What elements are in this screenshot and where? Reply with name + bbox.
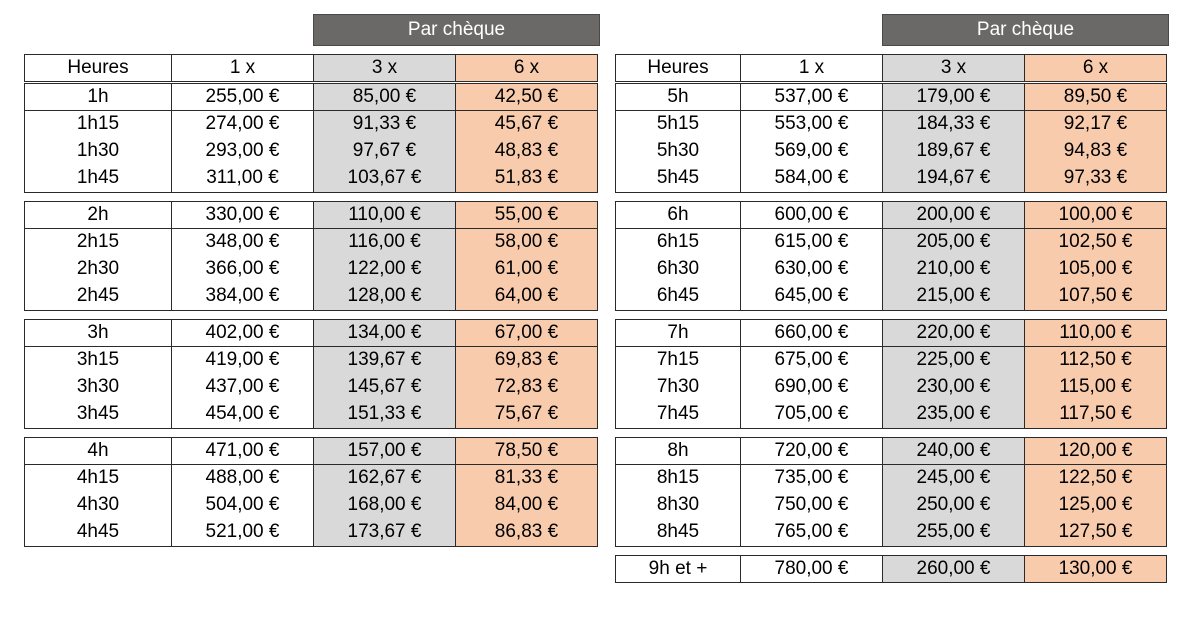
hours-cell: 8h45: [615, 519, 741, 547]
hours-cell: 7h30: [615, 374, 741, 402]
hours-cell: 7h: [615, 319, 741, 347]
hours-cell: 8h30: [615, 492, 741, 520]
price-3x-cell: 215,00 €: [882, 283, 1025, 311]
price-1x-cell: 705,00 €: [740, 401, 883, 429]
price-6x-cell: 97,33 €: [1024, 165, 1167, 193]
hours-cell: 4h30: [24, 492, 172, 520]
table-row: [615, 83, 1167, 111]
hours-cell: 6h15: [615, 229, 741, 257]
hours-cell: 3h45: [24, 401, 172, 429]
table-row: [24, 492, 598, 520]
price-1x-cell: 615,00 €: [740, 229, 883, 257]
price-1x-cell: 454,00 €: [171, 401, 314, 429]
table-row: [615, 283, 1167, 311]
hours-cell: 8h: [615, 437, 741, 465]
price-3x-cell: 110,00 €: [313, 201, 456, 229]
price-1x-cell: 780,00 €: [740, 555, 883, 583]
price-1x-cell: 419,00 €: [171, 347, 314, 375]
price-6x-cell: 86,83 €: [455, 519, 598, 547]
price-1x-cell: 537,00 €: [740, 83, 883, 111]
hours-cell: 1h30: [24, 138, 172, 166]
price-3x-cell: 116,00 €: [313, 229, 456, 257]
table-row: [24, 347, 598, 375]
hours-cell: 4h45: [24, 519, 172, 547]
price-3x-cell: 151,33 €: [313, 401, 456, 429]
hours-cell: 1h15: [24, 111, 172, 139]
table-row: [615, 165, 1167, 193]
price-1x-cell: 630,00 €: [740, 256, 883, 284]
table-row: [615, 111, 1167, 139]
table-row: [615, 138, 1167, 166]
price-3x-cell: 134,00 €: [313, 319, 456, 347]
price-6x-cell: 117,50 €: [1024, 401, 1167, 429]
price-3x-cell: 173,67 €: [313, 519, 456, 547]
table-row: [24, 138, 598, 166]
table-row: [24, 165, 598, 193]
price-3x-cell: 128,00 €: [313, 283, 456, 311]
table-row: [24, 519, 598, 547]
column-header-hours: Heures: [24, 54, 172, 82]
table-row: [24, 256, 598, 284]
price-6x-cell: 100,00 €: [1024, 201, 1167, 229]
price-6x-cell: 107,50 €: [1024, 283, 1167, 311]
price-3x-cell: 255,00 €: [882, 519, 1025, 547]
price-6x-cell: 130,00 €: [1024, 555, 1167, 583]
price-3x-cell: 240,00 €: [882, 437, 1025, 465]
table-row: [615, 201, 1167, 229]
column-header-3x: 3 x: [882, 54, 1025, 82]
hours-cell: 5h15: [615, 111, 741, 139]
price-1x-cell: 255,00 €: [171, 83, 314, 111]
price-1x-cell: 384,00 €: [171, 283, 314, 311]
hours-cell: 7h15: [615, 347, 741, 375]
column-header-hours: Heures: [615, 54, 741, 82]
column-header-6x: 6 x: [1024, 54, 1167, 82]
table-row: [24, 201, 598, 229]
column-header-6x: 6 x: [455, 54, 598, 82]
price-1x-cell: 311,00 €: [171, 165, 314, 193]
hours-cell: 3h30: [24, 374, 172, 402]
price-1x-cell: 293,00 €: [171, 138, 314, 166]
table-row: [615, 492, 1167, 520]
price-6x-cell: 67,00 €: [455, 319, 598, 347]
table-row: [24, 401, 598, 429]
price-6x-cell: 125,00 €: [1024, 492, 1167, 520]
hours-cell: 1h45: [24, 165, 172, 193]
price-1x-cell: 645,00 €: [740, 283, 883, 311]
hours-cell: 7h45: [615, 401, 741, 429]
hours-cell: 4h15: [24, 465, 172, 493]
price-1x-cell: 348,00 €: [171, 229, 314, 257]
price-3x-cell: 205,00 €: [882, 229, 1025, 257]
price-3x-cell: 220,00 €: [882, 319, 1025, 347]
hours-cell: 5h30: [615, 138, 741, 166]
table-row: [615, 465, 1167, 493]
hours-cell: 5h: [615, 83, 741, 111]
price-1x-cell: 488,00 €: [171, 465, 314, 493]
price-3x-cell: 145,67 €: [313, 374, 456, 402]
price-6x-cell: 72,83 €: [455, 374, 598, 402]
price-1x-cell: 330,00 €: [171, 201, 314, 229]
price-1x-cell: 660,00 €: [740, 319, 883, 347]
price-1x-cell: 471,00 €: [171, 437, 314, 465]
price-6x-cell: 110,00 €: [1024, 319, 1167, 347]
price-6x-cell: 102,50 €: [1024, 229, 1167, 257]
table-row: [615, 229, 1167, 257]
table-row: [615, 256, 1167, 284]
column-header-row: [24, 54, 598, 82]
column-header-1x: 1 x: [171, 54, 314, 82]
table-row: [24, 374, 598, 402]
price-6x-cell: 112,50 €: [1024, 347, 1167, 375]
hours-cell: 2h45: [24, 283, 172, 311]
table-row: [24, 437, 598, 465]
price-6x-cell: 81,33 €: [455, 465, 598, 493]
price-3x-cell: 235,00 €: [882, 401, 1025, 429]
price-6x-cell: 115,00 €: [1024, 374, 1167, 402]
hours-cell: 3h15: [24, 347, 172, 375]
price-6x-cell: 42,50 €: [455, 83, 598, 111]
price-3x-cell: 230,00 €: [882, 374, 1025, 402]
table-row: [615, 347, 1167, 375]
price-3x-cell: 245,00 €: [882, 465, 1025, 493]
table-row: [24, 83, 598, 111]
hours-cell: 6h30: [615, 256, 741, 284]
cheque-header: Par chèque: [313, 14, 600, 46]
table-row: [24, 283, 598, 311]
hours-cell: 8h15: [615, 465, 741, 493]
price-6x-cell: 84,00 €: [455, 492, 598, 520]
price-6x-cell: 51,83 €: [455, 165, 598, 193]
price-6x-cell: 55,00 €: [455, 201, 598, 229]
column-header-3x: 3 x: [313, 54, 456, 82]
price-1x-cell: 274,00 €: [171, 111, 314, 139]
price-3x-cell: 194,67 €: [882, 165, 1025, 193]
price-3x-cell: 139,67 €: [313, 347, 456, 375]
cheque-header: Par chèque: [882, 14, 1169, 46]
price-1x-cell: 750,00 €: [740, 492, 883, 520]
price-6x-cell: 127,50 €: [1024, 519, 1167, 547]
price-1x-cell: 402,00 €: [171, 319, 314, 347]
hours-cell: 2h30: [24, 256, 172, 284]
column-header-1x: 1 x: [740, 54, 883, 82]
price-1x-cell: 584,00 €: [740, 165, 883, 193]
table-row: [615, 319, 1167, 347]
price-6x-cell: 64,00 €: [455, 283, 598, 311]
price-6x-cell: 122,50 €: [1024, 465, 1167, 493]
price-3x-cell: 97,67 €: [313, 138, 456, 166]
price-1x-cell: 569,00 €: [740, 138, 883, 166]
price-6x-cell: 48,83 €: [455, 138, 598, 166]
price-1x-cell: 600,00 €: [740, 201, 883, 229]
price-3x-cell: 225,00 €: [882, 347, 1025, 375]
hours-cell: 6h45: [615, 283, 741, 311]
price-3x-cell: 179,00 €: [882, 83, 1025, 111]
price-1x-cell: 690,00 €: [740, 374, 883, 402]
price-1x-cell: 675,00 €: [740, 347, 883, 375]
table-row: [24, 229, 598, 257]
hours-cell: 2h15: [24, 229, 172, 257]
column-header-row: [615, 54, 1167, 82]
price-6x-cell: 58,00 €: [455, 229, 598, 257]
hours-cell: 1h: [24, 83, 172, 111]
table-row: [24, 319, 598, 347]
table-row: [615, 555, 1167, 583]
price-3x-cell: 103,67 €: [313, 165, 456, 193]
price-6x-cell: 94,83 €: [1024, 138, 1167, 166]
table-row: [24, 111, 598, 139]
price-3x-cell: 189,67 €: [882, 138, 1025, 166]
price-3x-cell: 91,33 €: [313, 111, 456, 139]
hours-cell: 4h: [24, 437, 172, 465]
price-1x-cell: 521,00 €: [171, 519, 314, 547]
hours-cell: 5h45: [615, 165, 741, 193]
price-1x-cell: 366,00 €: [171, 256, 314, 284]
price-1x-cell: 553,00 €: [740, 111, 883, 139]
price-6x-cell: 45,67 €: [455, 111, 598, 139]
price-3x-cell: 157,00 €: [313, 437, 456, 465]
price-1x-cell: 735,00 €: [740, 465, 883, 493]
price-3x-cell: 210,00 €: [882, 256, 1025, 284]
price-6x-cell: 78,50 €: [455, 437, 598, 465]
table-row: [24, 465, 598, 493]
price-1x-cell: 437,00 €: [171, 374, 314, 402]
price-3x-cell: 200,00 €: [882, 201, 1025, 229]
price-6x-cell: 92,17 €: [1024, 111, 1167, 139]
price-3x-cell: 260,00 €: [882, 555, 1025, 583]
price-3x-cell: 122,00 €: [313, 256, 456, 284]
hours-cell: 6h: [615, 201, 741, 229]
price-3x-cell: 162,67 €: [313, 465, 456, 493]
table-row: [615, 374, 1167, 402]
price-6x-cell: 89,50 €: [1024, 83, 1167, 111]
hours-cell: 3h: [24, 319, 172, 347]
price-6x-cell: 120,00 €: [1024, 437, 1167, 465]
table-row: [615, 401, 1167, 429]
price-3x-cell: 250,00 €: [882, 492, 1025, 520]
hours-cell: 9h et +: [615, 555, 741, 583]
price-1x-cell: 504,00 €: [171, 492, 314, 520]
price-1x-cell: 765,00 €: [740, 519, 883, 547]
table-row: [615, 519, 1167, 547]
price-6x-cell: 69,83 €: [455, 347, 598, 375]
price-1x-cell: 720,00 €: [740, 437, 883, 465]
price-3x-cell: 85,00 €: [313, 83, 456, 111]
table-row: [615, 437, 1167, 465]
price-3x-cell: 184,33 €: [882, 111, 1025, 139]
price-6x-cell: 105,00 €: [1024, 256, 1167, 284]
price-3x-cell: 168,00 €: [313, 492, 456, 520]
price-6x-cell: 75,67 €: [455, 401, 598, 429]
price-6x-cell: 61,00 €: [455, 256, 598, 284]
hours-cell: 2h: [24, 201, 172, 229]
